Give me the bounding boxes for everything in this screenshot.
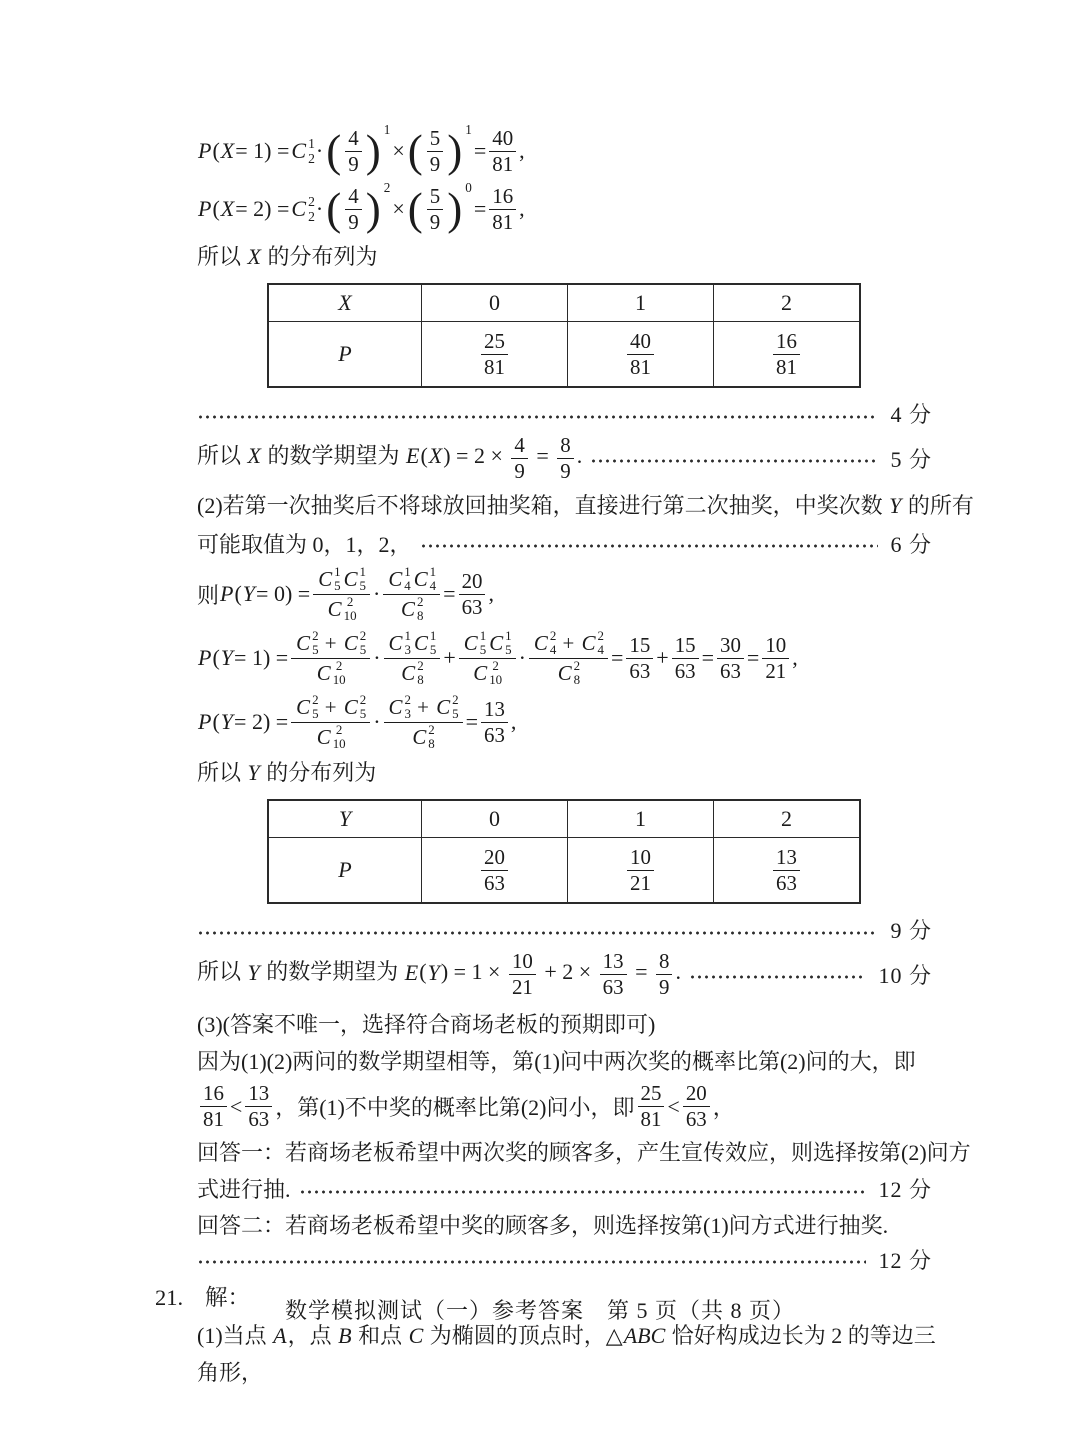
table-y-value-2: 2 xyxy=(714,800,861,838)
dotted-leader xyxy=(197,923,878,943)
distribution-table-y xyxy=(267,799,861,904)
text-possible-values-y: 可能取值为 0，1，2， xyxy=(197,531,412,557)
paragraph-2-line-2 xyxy=(197,524,932,562)
table-x-prob-0: $\frac{25}{81}$ xyxy=(422,322,568,388)
table-x-header-row xyxy=(268,284,860,322)
distribution-table-x xyxy=(267,283,861,388)
table-x-prob-1: $\frac{40}{81}$ xyxy=(568,322,714,388)
dotted-leader xyxy=(689,967,867,987)
table-x-probability-row xyxy=(268,322,860,388)
table-y-prob-0: $\frac{20}{63}$ xyxy=(422,838,568,904)
text-distribution-y-intro: 所以 Y 的分布列为 xyxy=(197,760,377,786)
formula-p-y-equals-1: P ( Y = 1) = C 2 5 + C 2 5 C 2 10 · C 1 3 C 1 5 C 2 8 + C 1 5 C 1 5 C 2 10 · C 2 4 + C 2 4 C 2 8 = $\frac{15}{63}$ + $\frac{15}{63}$ = $\frac{30}{63}$ = $\frac{10}{21}$ , xyxy=(198,627,798,688)
page-content xyxy=(155,121,974,1391)
answer-1-line-2 xyxy=(197,1171,932,1207)
table-x-variable-label: X xyxy=(268,284,422,322)
dotted-leader xyxy=(420,536,879,556)
table-y-value-0: 0 xyxy=(422,800,568,838)
score-12a: 12 分 xyxy=(878,1177,932,1203)
text-answer-1-end: 式进行抽. xyxy=(197,1177,291,1203)
answer-1-line-1: 回答一：若商场老板希望中两次奖的顾客多，产生宣传效应，则选择按第(2)问方 xyxy=(197,1139,971,1165)
formula-p-y-equals-2: P ( Y = 2) = C 2 5 + C 2 5 C 2 10 · C 2 3 + C 2 5 C 2 8 = $\frac{13}{63}$ , xyxy=(198,691,517,752)
score-12b: 12 分 xyxy=(878,1247,932,1273)
paragraph-2-line-1: (2)若第一次抽奖后不将球放回抽奖箱，直接进行第二次抽奖，中奖次数 Y 的所有 xyxy=(197,493,974,519)
line-expectation-x xyxy=(197,433,932,483)
table-y-header-row xyxy=(268,800,860,838)
score-line-12b xyxy=(197,1244,932,1275)
score-line-4 xyxy=(197,398,932,429)
dotted-leader xyxy=(590,451,878,471)
dotted-leader xyxy=(197,1252,866,1272)
question-21-line-1: (1)当点 A，点 B 和点 C 为椭圆的顶点时，△ABC 恰好构成边长为 2 的等边三 xyxy=(197,1322,936,1348)
table-x-value-1: 1 xyxy=(568,284,714,322)
table-x-prob-2: $\frac{16}{81}$ xyxy=(714,322,861,388)
dotted-leader xyxy=(299,1182,867,1202)
table-x-p-label: P xyxy=(268,322,422,388)
table-y-value-1: 1 xyxy=(568,800,714,838)
table-y-variable-label: Y xyxy=(268,800,422,838)
score-6: 6 分 xyxy=(890,531,932,557)
paragraph-3-note: (3)(答案不唯一，选择符合商场老板的预期即可) xyxy=(197,1011,656,1037)
question-21-line-2: 角形， xyxy=(197,1359,264,1385)
page-footer: 数学模拟测试（一）参考答案 第 5 页（共 8 页） xyxy=(284,1298,795,1323)
formula-expectation-y: 所以 Y 的数学期望为 E(Y) = 1 × $\frac{10}{21}$ + 2 × $\frac{13}{63}$ = $\frac{8}{9}$ . xyxy=(197,949,681,999)
formula-p-x-equals-1: P ( X = 1) = C 1 2 · ( $\frac{4}{9}$ ) 1 × ( $\frac{5}{9}$ ) 1 = $\frac{40}{81}$ , xyxy=(198,121,525,176)
answer-2-line: 回答二：若商场老板希望中奖的顾客多，则选择按第(1)问方式进行抽奖. xyxy=(197,1212,889,1238)
formula-p-y-equals-0: 则 P ( Y = 0) = C 1 5 C 1 5 C 2 10 · C 1 4 C 1 4 C 2 8 = $\frac{20}{63}$ , xyxy=(197,563,494,624)
score-4: 4 分 xyxy=(890,402,932,427)
formula-expectation-x: 所以 X 的数学期望为 E(X) = 2 × $\frac{4}{9}$ = $\frac{8}{9}$ . xyxy=(197,433,583,483)
score-5: 5 分 xyxy=(890,446,932,472)
table-y-prob-1: $\frac{10}{21}$ xyxy=(568,838,714,904)
paragraph-3-reason: 因为(1)(2)两问的数学期望相等，第(1)问中两次奖的概率比第(2)问的大，即 xyxy=(197,1048,916,1074)
score-10: 10 分 xyxy=(878,962,932,988)
formula-p-x-equals-2: P ( X = 2) = C 2 2 · ( $\frac{4}{9}$ ) 2 × ( $\frac{5}{9}$ ) 0 = $\frac{16}{81}$ , xyxy=(198,179,525,234)
table-y-probability-row xyxy=(268,838,860,904)
question-21-solution-label: 解： xyxy=(205,1284,251,1310)
table-y-p-label: P xyxy=(268,838,422,904)
table-x-value-2: 2 xyxy=(714,284,861,322)
score-line-9 xyxy=(197,914,932,945)
line-expectation-y xyxy=(197,949,932,999)
question-21-number: 21. xyxy=(155,1284,184,1310)
table-x-value-0: 0 xyxy=(422,284,568,322)
formula-probability-comparison: $\frac{16}{81}$ < $\frac{13}{63}$ ，第(1)不中奖的概率比第(2)问小，即 $\frac{25}{81}$ < $\frac{20}{63}$ ， xyxy=(197,1080,932,1134)
table-y-prob-2: $\frac{13}{63}$ xyxy=(714,838,861,904)
text-distribution-x-intro: 所以 X 的分布列为 xyxy=(197,244,378,269)
score-9: 9 分 xyxy=(890,918,932,944)
dotted-leader xyxy=(197,407,878,427)
